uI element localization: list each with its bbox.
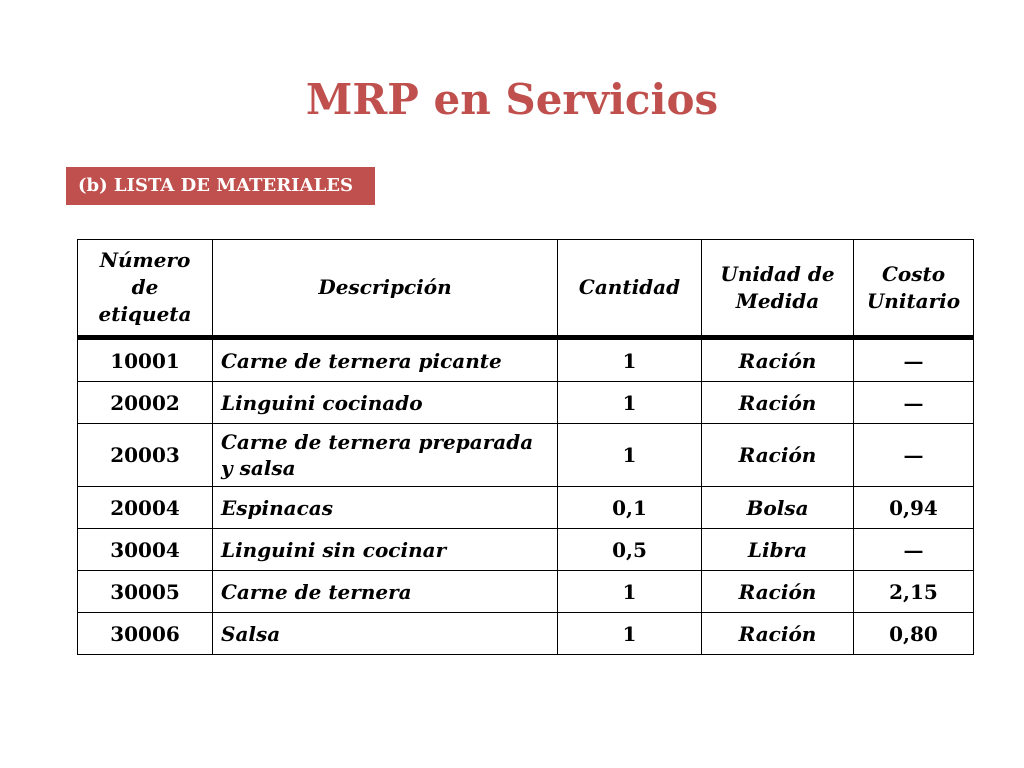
cell-numero: 20002 [78,382,213,424]
table-row [78,382,974,424]
cell-cantidad: 0,1 [558,487,702,529]
cell-unidad: Ración [702,571,854,613]
cell-unidad: Ración [702,338,854,382]
table-row [78,424,974,487]
table-row [78,613,974,655]
cell-cantidad: 1 [558,571,702,613]
cell-numero: 20004 [78,487,213,529]
cell-descripcion: Salsa [213,613,558,655]
cell-unidad: Ración [702,424,854,487]
cell-unidad: Ración [702,382,854,424]
bill-of-materials-table [77,239,974,655]
table-header-row [78,240,974,338]
cell-unidad: Ración [702,613,854,655]
section-label: (b) LISTA DE MATERIALES [66,167,375,205]
cell-descripcion: Carne de ternera preparada y salsa [213,424,558,487]
table-row [78,338,974,382]
cell-costo: — [854,338,974,382]
cell-cantidad: 1 [558,382,702,424]
header-costo-unitario: Costo Unitario [854,240,974,338]
header-unidad-medida: Unidad de Medida [702,240,854,338]
cell-unidad: Libra [702,529,854,571]
cell-numero: 30006 [78,613,213,655]
cell-descripcion: Carne de ternera picante [213,338,558,382]
cell-descripcion: Carne de ternera [213,571,558,613]
cell-cantidad: 1 [558,424,702,487]
table-row [78,487,974,529]
cell-costo: — [854,382,974,424]
header-descripcion: Descripción [213,240,558,338]
cell-numero: 10001 [78,338,213,382]
header-cantidad: Cantidad [558,240,702,338]
cell-costo: — [854,424,974,487]
header-numero-etiqueta: Número de etiqueta [78,240,213,338]
cell-numero: 30005 [78,571,213,613]
page-title: MRP en Servicios [305,75,719,124]
cell-cantidad: 0,5 [558,529,702,571]
table-row [78,571,974,613]
cell-costo: 2,15 [854,571,974,613]
cell-numero: 30004 [78,529,213,571]
cell-descripcion: Espinacas [213,487,558,529]
cell-descripcion: Linguini cocinado [213,382,558,424]
cell-cantidad: 1 [558,338,702,382]
cell-descripcion: Linguini sin cocinar [213,529,558,571]
cell-costo: 0,94 [854,487,974,529]
cell-cantidad: 1 [558,613,702,655]
cell-numero: 20003 [78,424,213,487]
table-row [78,529,974,571]
cell-costo: 0,80 [854,613,974,655]
cell-unidad: Bolsa [702,487,854,529]
cell-costo: — [854,529,974,571]
